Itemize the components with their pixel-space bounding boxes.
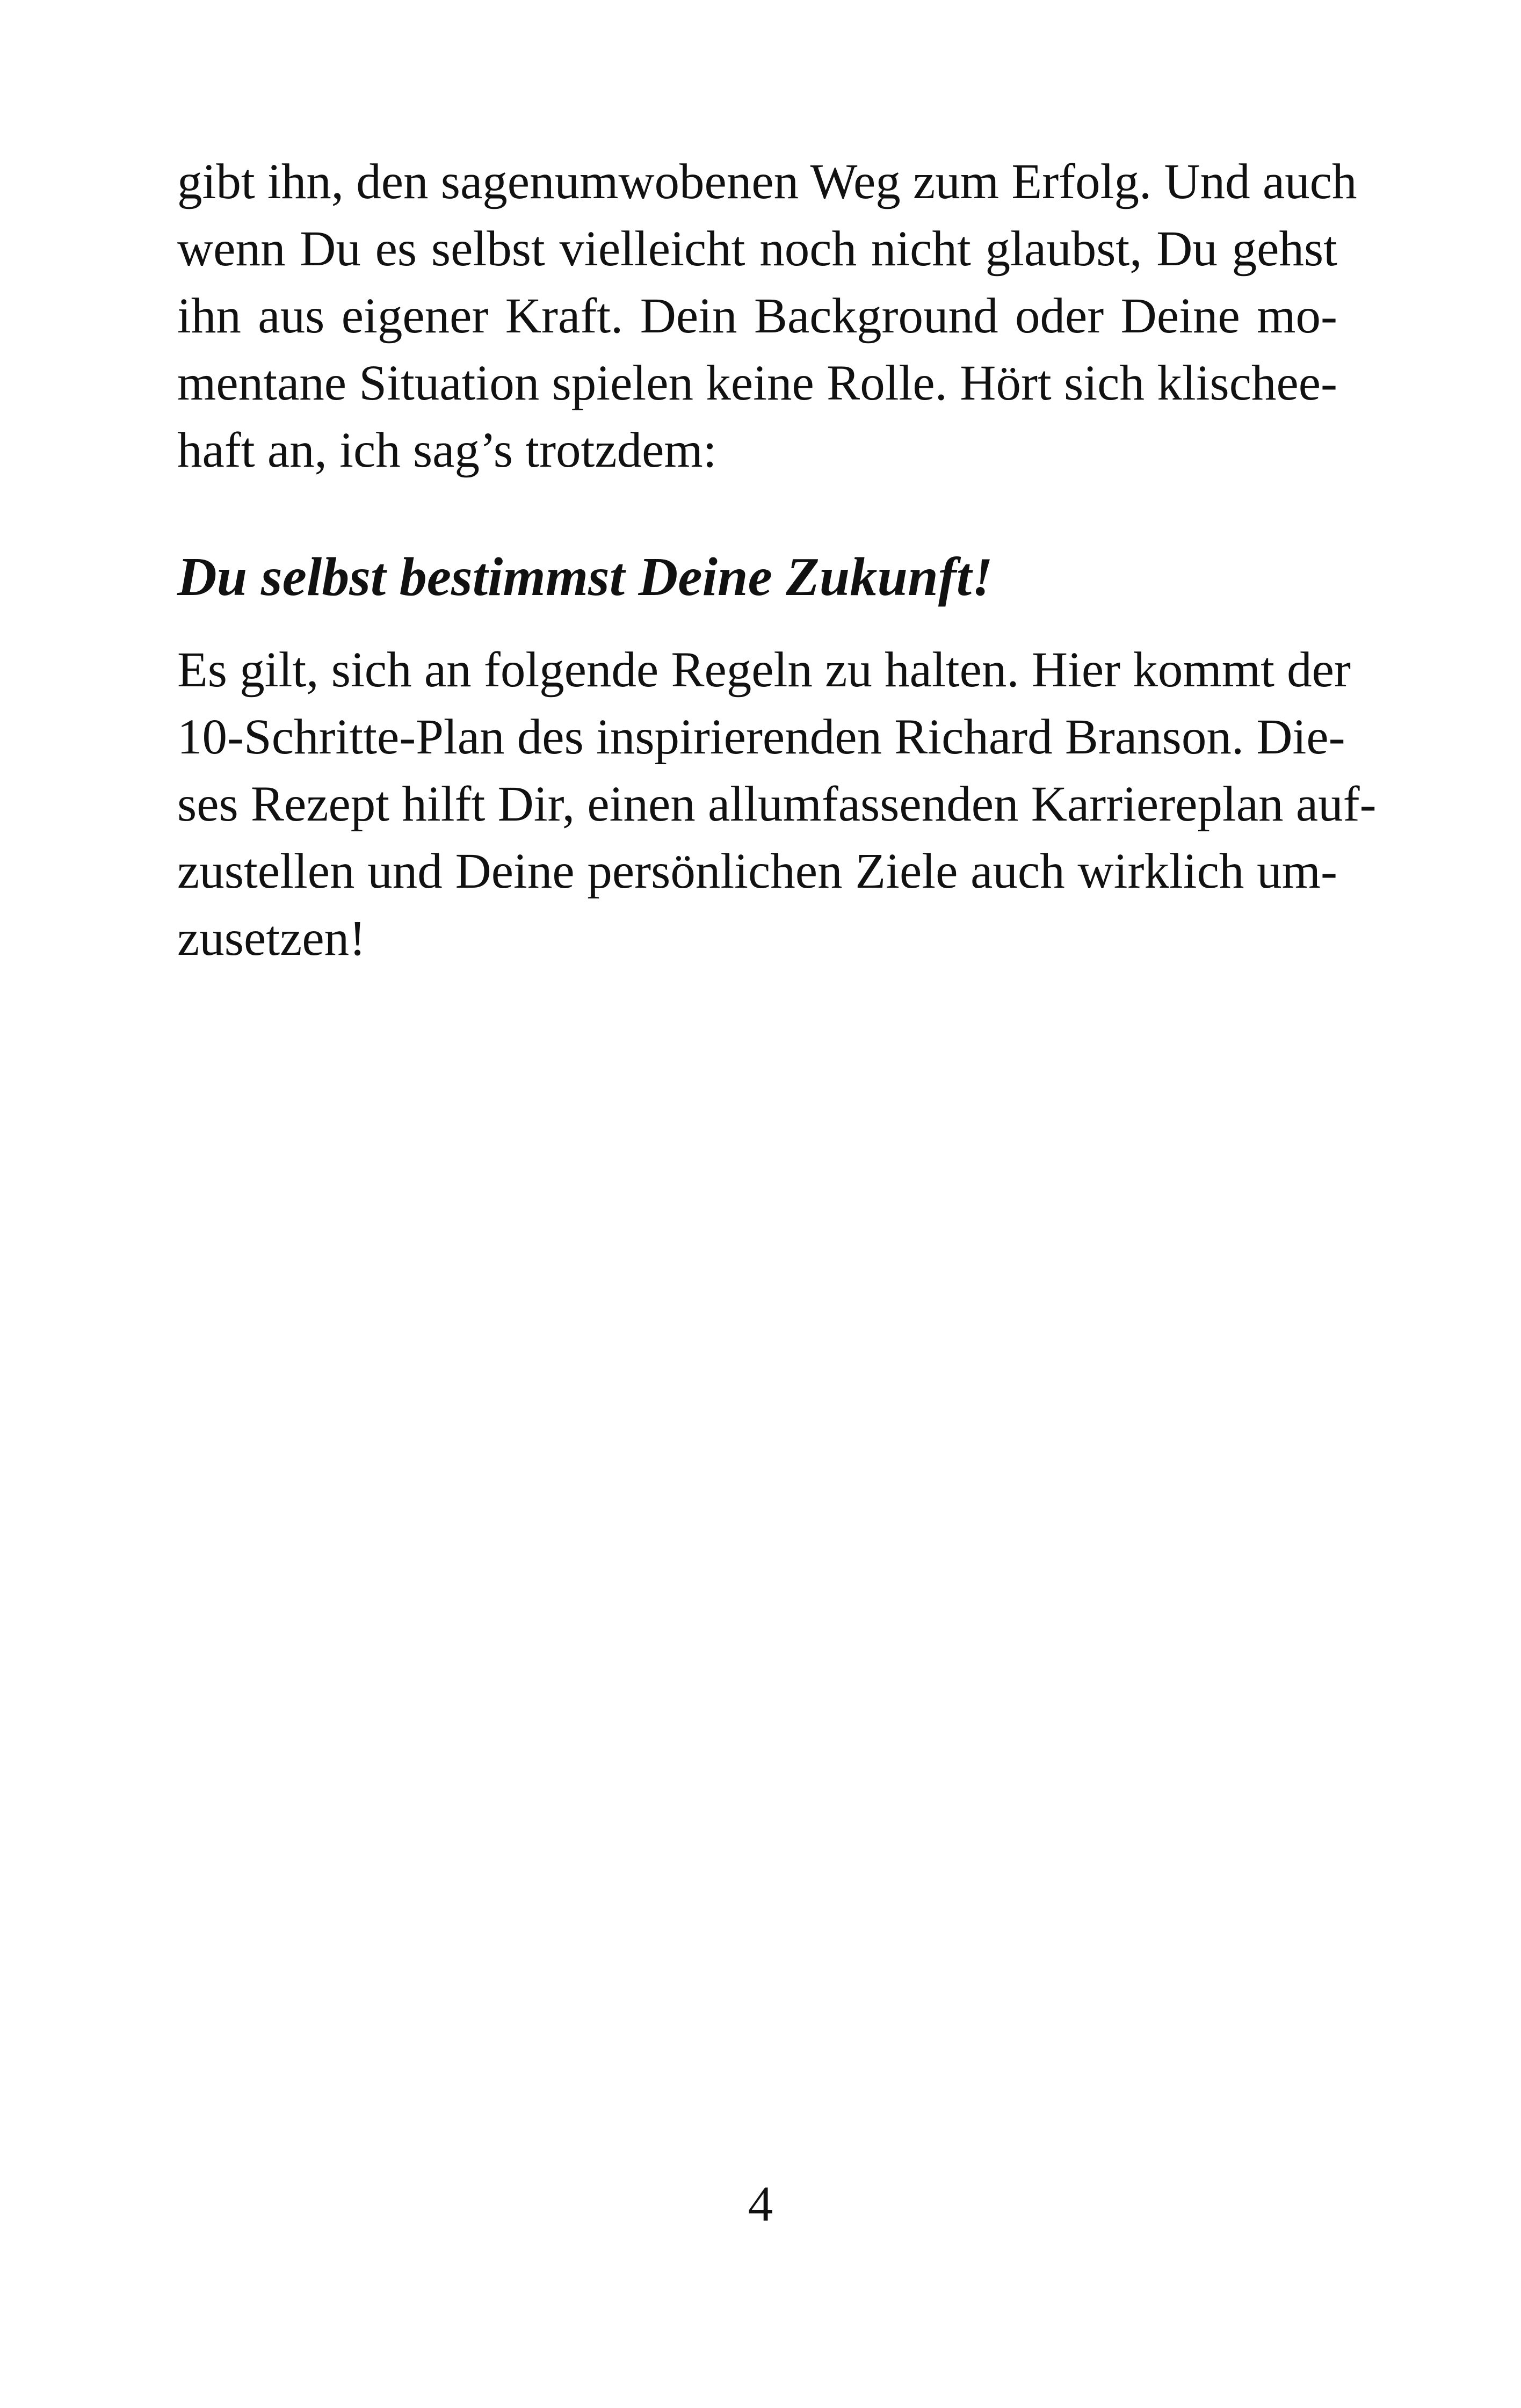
- paragraph-line: gibt ihn, den sagenumwobenen Weg zum Erfolg. Und auch: [177, 154, 1357, 209]
- paragraph-line: ihn aus eigener Kraft. Dein Background oder Deine mo-: [177, 288, 1337, 344]
- paragraph-line: wenn Du es selbst vielleicht noch nicht glaubst, Du gehst: [177, 221, 1337, 277]
- section-heading: Du selbst bestimmst Deine Zukunft!: [177, 547, 993, 607]
- paragraph-line: ses Rezept hilft Dir, einen allumfassenden Karriereplan auf-: [177, 777, 1377, 832]
- paragraph-line: 10-Schritte-Plan des inspirierenden Richard Branson. Die-: [177, 709, 1345, 765]
- paragraph-line: zustellen und Deine persönlichen Ziele auch wirklich um-: [177, 844, 1337, 899]
- paragraph-line: haft an, ich sag’s trotzdem:: [177, 423, 717, 478]
- paragraph-line: mentane Situation spielen keine Rolle. Hört sich klischee-: [177, 356, 1337, 411]
- body-paragraph: [177, 636, 1377, 972]
- paragraph-line: zusetzen!: [177, 911, 366, 966]
- intro-paragraph: [177, 148, 1357, 484]
- paragraph-line: Es gilt, sich an folgende Regeln zu halten. Hier kommt der: [177, 642, 1351, 698]
- page-number: 4: [748, 2177, 773, 2232]
